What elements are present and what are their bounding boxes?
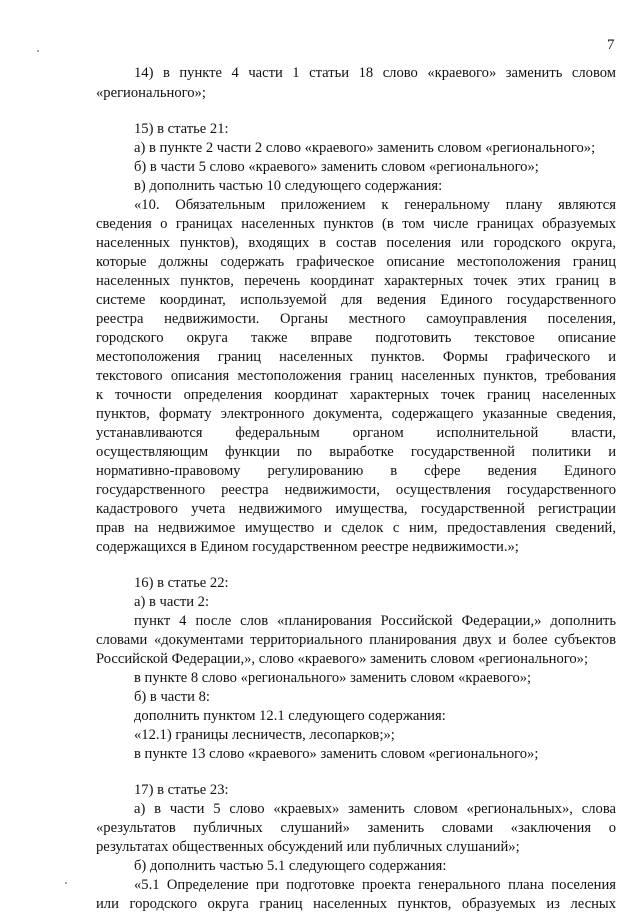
text-line: текстового описания местоположения границ населенных пунктов, требования [96, 368, 616, 384]
text-line: словами «документами территориального планирования двух и более субъектов [96, 632, 616, 648]
text-line: б) дополнить частью 5.1 следующего содержания: [134, 858, 447, 874]
text-line: или городского округа границ населенных пунктов, образуемых из лесных [96, 896, 616, 912]
text-line: пунктов, формату электронного документа, содержащего указанные сведения, [96, 406, 616, 422]
text-line: содержащихся в Едином государственном реестре недвижимости.»; [96, 539, 519, 555]
page-number: 7 [607, 37, 615, 53]
text-line: пункт 4 после слов «планирования Российской Федерации,» дополнить [134, 613, 616, 629]
text-line: «результатов публичных слушаний» заменить словами «заключения о [96, 820, 616, 836]
scan-speck [37, 50, 39, 52]
text-line: сведения о границах населенных пунктов (в том числе границах образуемых [96, 216, 616, 232]
text-line: б) в части 8: [134, 689, 210, 705]
text-line: кадастрового учета недвижимого имущества, государственной регистрации [96, 501, 616, 517]
text-line: нормативно-правовому регулированию в сфере ведения Единого [96, 463, 616, 479]
text-line: «5.1 Определение при подготовке проекта генерального плана поселения [134, 877, 616, 893]
text-line: в) дополнить частью 10 следующего содержания: [134, 178, 443, 194]
text-line: системе координат, используемой для ведения Единого государственного [96, 292, 616, 308]
text-line: а) в части 5 слово «краевых» заменить словом «региональных», слова [134, 801, 616, 817]
text-line: местоположения границ населенных пунктов. Формы графического и [96, 349, 616, 365]
text-line: в пункте 8 слово «регионального» заменить словом «краевого»; [134, 670, 532, 686]
text-line: реестра недвижимости. Органы местного самоуправления поселения, [96, 311, 616, 327]
scan-speck [65, 882, 67, 884]
text-line: дополнить пунктом 12.1 следующего содержания: [134, 708, 446, 724]
text-line: «12.1) границы лесничеств, лесопарков;»; [134, 727, 395, 743]
text-line: «регионального»; [96, 85, 206, 101]
text-line: которые должны содержать графическое описание местоположения границ [96, 254, 616, 270]
text-line: 17) в статье 23: [134, 782, 229, 798]
text-line: «10. Обязательным приложением к генеральному плану являются [134, 197, 616, 213]
text-line: государственного реестра недвижимости, осуществления государственного [96, 482, 616, 498]
text-line: б) в части 5 слово «краевого» заменить словом «регионального»; [134, 159, 539, 175]
text-line: а) в пункте 2 части 2 слово «краевого» заменить словом «регионального»; [134, 140, 596, 156]
text-line: Российской Федерации,», слово «краевого» заменить словом «регионального»; [96, 651, 589, 667]
text-line: 14) в пункте 4 части 1 статьи 18 слово «краевого» заменить словом [134, 65, 616, 81]
text-line: результатах общественных обсуждений или публичных слушаний»; [96, 839, 520, 855]
text-line: в пункте 13 слово «краевого» заменить словом «регионального»; [134, 746, 539, 762]
text-line: прав на недвижимое имущество и сделок с ним, предоставления сведений, [96, 520, 616, 536]
text-line: 15) в статье 21: [134, 121, 229, 137]
text-line: осуществляющим функции по выработке государственной политики и [96, 444, 616, 460]
text-line: населенных пунктов, перечень координат характерных точек этих границ в [96, 273, 616, 289]
text-line: населенных пунктов), входящих в состав поселения или городского округа, [96, 235, 616, 251]
text-line: городского округа также вправе подготовить текстовое описание [96, 330, 616, 346]
text-line: к точности определения координат характерных точек границ населенных [96, 387, 616, 403]
text-line: а) в части 2: [134, 594, 210, 610]
text-line: 16) в статье 22: [134, 575, 229, 591]
text-line: устанавливаются федеральным органом исполнительной власти, [96, 425, 616, 441]
